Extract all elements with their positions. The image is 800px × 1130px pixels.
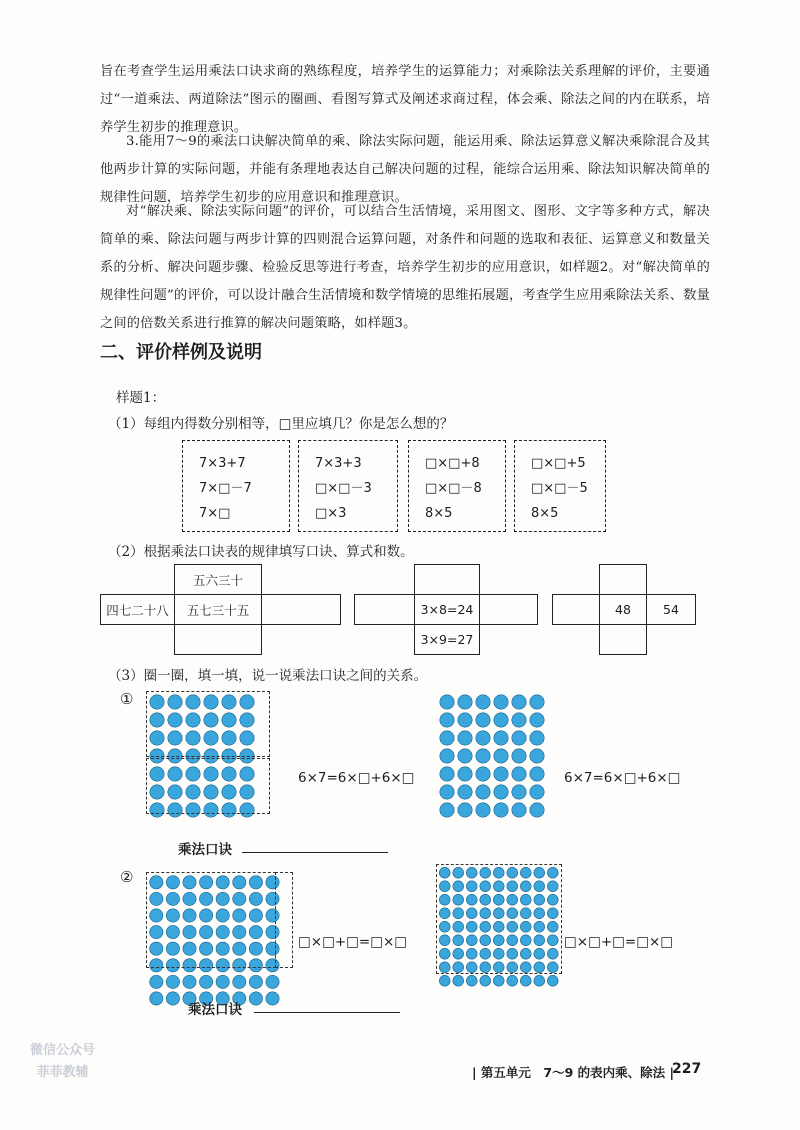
page-number: 227 [672, 1061, 702, 1077]
dashed-group-grid-4 [436, 864, 562, 974]
dot [494, 731, 508, 745]
dot [476, 785, 490, 799]
dot [440, 713, 454, 727]
watermark-line-2: 菲菲教辅 [36, 1065, 89, 1080]
t2-right [479, 594, 538, 625]
dot [494, 767, 508, 781]
expression: □×□－3 [315, 481, 372, 496]
t2-bottom: 3×9=27 [414, 624, 480, 655]
expression: 7×3+3 [315, 456, 362, 471]
dot [150, 975, 163, 988]
q3-text: （3）圈一圈，填一填，说一说乘法口诀之间的关系。 [108, 668, 428, 684]
t1-center: 五七三十五 [174, 594, 262, 625]
q1-text: （1）每组内得数分别相等，□里应填几？你是怎么想的？ [108, 416, 454, 432]
dot [440, 749, 454, 763]
t3-top [599, 564, 647, 595]
dot [440, 785, 454, 799]
dot [530, 695, 544, 709]
sample-label: 样题1： [116, 390, 166, 406]
dot [530, 767, 544, 781]
watermark [30, 1040, 95, 1084]
paragraph-3: 对“解决乘、除法实际问题”的评价，可以结合生活情境，采用图文、图形、文字等多种方式，解决简单的乘、除法问题与两步计算的四则混合运算问题，对条件和问题的选取和表征、运算意义和数量关系的分析、解决问题步骤、检验反思等进行考查，培养学生初步的应用意识，如样题2。对“解决简单的规律性问题”的评价，可以设计融合生活情境和数学情境的思维拓展题，考查学生应用乘除法关系、数量之间的倍数关系进行推算的解决问题策略，如样题3。 [100, 204, 710, 331]
dot [466, 975, 477, 986]
t3-right: 54 [646, 594, 696, 625]
dot [458, 731, 472, 745]
q1-box-4 [514, 440, 606, 532]
dot [458, 785, 472, 799]
paragraph-1: 旨在考查学生运用乘法口诀求商的熟练程度，培养学生的运算能力；对乘除法关系理解的评价，主要通过“一道乘法、两道除法”图示的圈画、看图写算式及阐述求商过程，体会乘、除法之间的内在联系，培养学生初步的推理意识。 [100, 64, 710, 135]
dot [530, 713, 544, 727]
dot [476, 767, 490, 781]
t2-center: 3×8=24 [414, 594, 480, 625]
answer-line-1[interactable] [242, 852, 388, 853]
q2-text: （2）根据乘法口诀表的规律填写口诀、算式和数。 [108, 544, 414, 560]
dot [458, 803, 472, 817]
answer-line-2[interactable] [254, 1012, 400, 1013]
t3-center: 48 [599, 594, 647, 625]
dot [458, 767, 472, 781]
expression: 8×5 [425, 506, 453, 521]
dashed-group-column [275, 872, 293, 968]
dot [547, 975, 558, 986]
expression: □×□+5 [531, 456, 586, 471]
dot [199, 975, 212, 988]
q1-box-2 [298, 440, 398, 532]
dot [512, 749, 526, 763]
expression: □×3 [315, 506, 347, 521]
dot [530, 803, 544, 817]
dot [458, 695, 472, 709]
dot [476, 695, 490, 709]
expression: 7×3+7 [199, 456, 246, 471]
dot-grid-2 [438, 693, 546, 819]
dot [494, 695, 508, 709]
dot [530, 731, 544, 745]
item-2-marker: ② [120, 868, 134, 886]
dot [439, 975, 450, 986]
equation-1b: 6×7=6×□+6×□ [564, 770, 681, 786]
dot [440, 803, 454, 817]
t2-left [354, 594, 415, 625]
koujue-label-1: 乘法口诀 [178, 842, 232, 858]
dot [249, 975, 262, 988]
dot [512, 731, 526, 745]
expression: 8×5 [531, 506, 559, 521]
dot [233, 975, 246, 988]
dot [476, 803, 490, 817]
t1-left: 四七二十八 [100, 594, 175, 625]
dashed-group-top [146, 691, 270, 757]
dot [512, 713, 526, 727]
dot [183, 975, 196, 988]
dot [534, 975, 545, 986]
expression: □×□－8 [425, 481, 482, 496]
section-title: 二、评价样例及说明 [100, 342, 262, 363]
dot [453, 975, 464, 986]
item-1-marker: ① [120, 690, 134, 708]
dot [216, 975, 229, 988]
q1-box-3 [408, 440, 506, 532]
dot [440, 731, 454, 745]
dot-grid-svg [438, 693, 546, 819]
q1-box-1 [182, 440, 290, 532]
dashed-group-bottom [146, 758, 270, 814]
dot [266, 975, 279, 988]
dot [476, 731, 490, 745]
expression: 7×□－7 [199, 481, 252, 496]
koujue-label-2: 乘法口诀 [188, 1002, 242, 1018]
dot [166, 975, 179, 988]
dot [150, 992, 163, 1005]
dot [512, 695, 526, 709]
expression: 7×□ [199, 506, 231, 521]
dot [476, 749, 490, 763]
dot [440, 695, 454, 709]
dot [480, 975, 491, 986]
footer-chapter: | 第五单元 7～9 的表内乘、除法 | [472, 1065, 675, 1080]
dot [494, 785, 508, 799]
dot [458, 713, 472, 727]
equation-1a: 6×7=6×□+6×□ [298, 770, 415, 786]
equation-2b: □×□+□=□×□ [564, 934, 674, 950]
dot [494, 749, 508, 763]
watermark-line-1: 微信公众号 [30, 1043, 96, 1058]
dot [520, 975, 531, 986]
dot [512, 803, 526, 817]
dot [530, 785, 544, 799]
expression: □×□+8 [425, 456, 480, 471]
dot [440, 767, 454, 781]
dot [494, 713, 508, 727]
dot [476, 713, 490, 727]
dashed-group-main [146, 872, 276, 968]
t1-bottom [174, 624, 262, 655]
dot [530, 749, 544, 763]
dot [249, 992, 262, 1005]
dot [512, 767, 526, 781]
t1-top: 五六三十 [174, 564, 262, 595]
expression: □×□－5 [531, 481, 588, 496]
t3-bottom [599, 624, 647, 655]
dot [458, 749, 472, 763]
dot [512, 785, 526, 799]
paragraph-2: 3.能用7～9的乘法口诀解决简单的乘、除法实际问题，能运用乘、除法运算意义解决乘除混合及其他两步计算的实际问题，并能有条理地表达自己解决问题的过程，能综合运用乘、除法知识解决简单的规律性问题，培养学生初步的应用意识和推理意识。 [100, 134, 710, 205]
equation-2a: □×□+□=□×□ [298, 934, 408, 950]
dot [493, 975, 504, 986]
t1-right [261, 594, 341, 625]
t2-top [414, 564, 480, 595]
dot [507, 975, 518, 986]
dot [266, 992, 279, 1005]
t3-left [552, 594, 600, 625]
dot [494, 803, 508, 817]
dot [166, 992, 179, 1005]
